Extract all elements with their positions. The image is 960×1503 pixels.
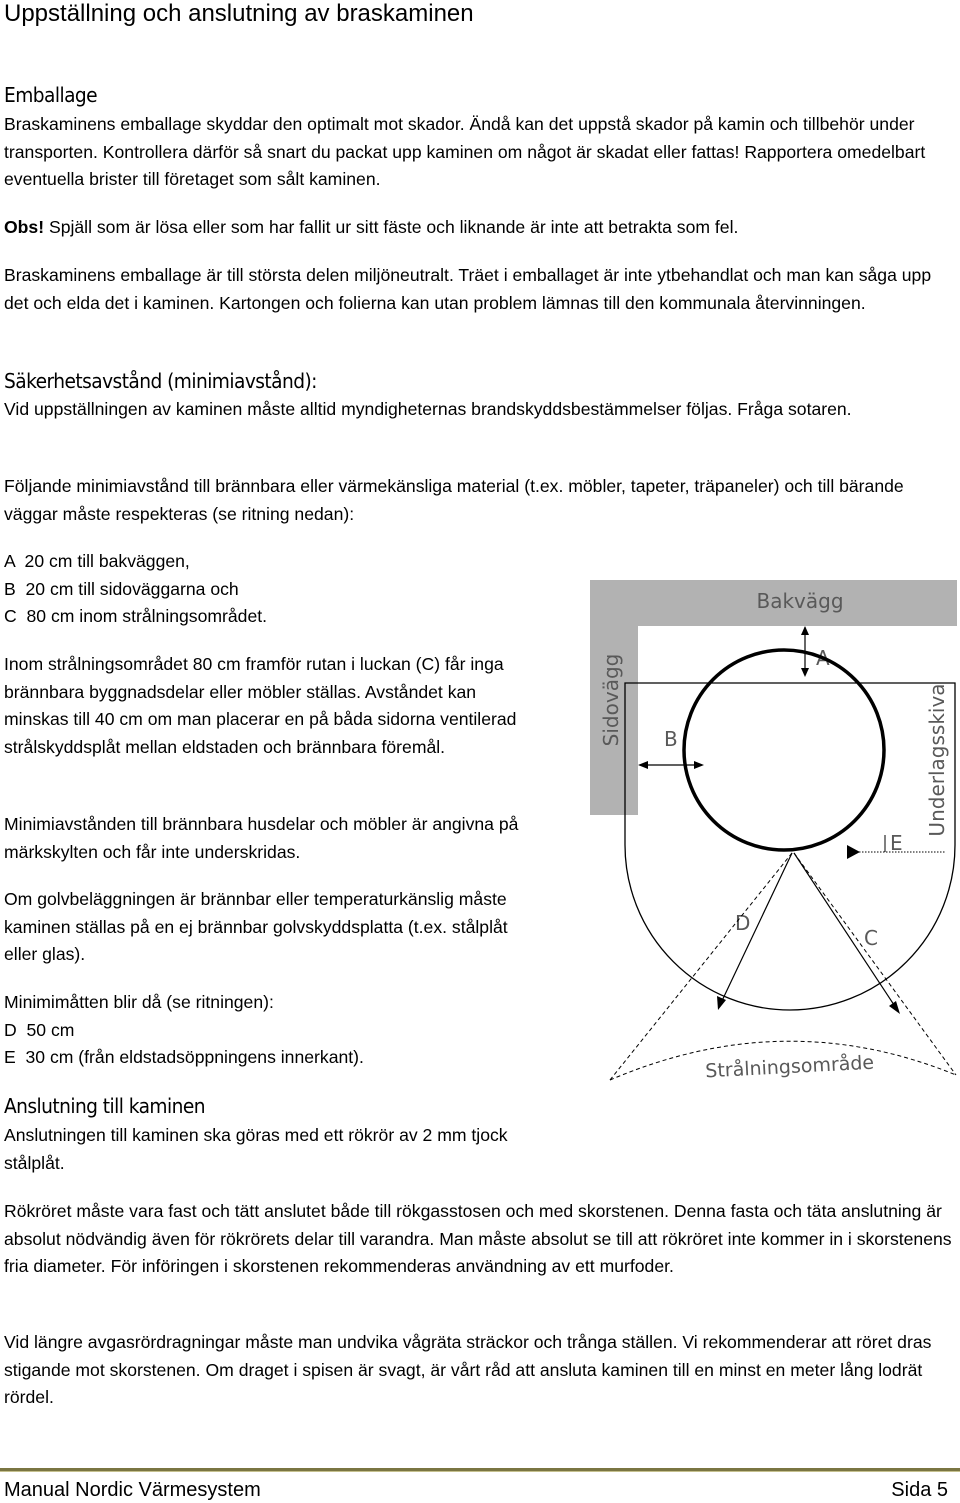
paragraph-sakerhet-4: Minimiavstånden till brännbara husdelar och möbler är angivna på märkskylten och får inte underskridas. (4, 814, 519, 862)
paragraph-anslutning-2: Rökröret måste vara fast och tätt anslutet både till rökgasstosen och med skorstenen. Denna fasta och täta anslutning är absolut nödvändig även för rökrörets delar till varandra. Man måste absolut se till att rökröret inte kommer in i skorstenens fria diameter. För införingen i skorstenen rekommenderas användning av ett murfoder. (4, 1201, 952, 1276)
obs-label: Obs! (4, 217, 45, 237)
floor-plate-label: Underlagsskiva (925, 683, 949, 837)
label-a: A (816, 646, 830, 670)
radiation-zone-label: Strålningsområde (704, 1051, 875, 1083)
arrow-a-head-top (801, 626, 809, 635)
minimum-intro: Minimimåtten blir då (se ritningen): (4, 992, 274, 1012)
back-wall-label: Bakvägg (756, 589, 844, 613)
label-e: E (890, 831, 903, 855)
arrow-c-head (889, 1001, 900, 1014)
side-wall-label: Sidovägg (599, 653, 623, 747)
paragraph-emballage-3: Braskaminens emballage är till största delen miljöneutralt. Träet i emballaget är inte ytbehandlat och man kan såga upp det och elda det i kaminen. Kartongen och folierna kan utan problem lämnas till den kommunala återvinningen. (4, 265, 932, 313)
arrow-d (720, 853, 792, 1005)
paragraph-sakerhet-1: Vid uppställningen av kaminen måste alltid myndigheternas brandskyddsbestämmelser följas. Fråga sotaren. (4, 399, 852, 419)
radiation-edge-left (610, 853, 792, 1080)
footer-rule (0, 1468, 960, 1472)
label-b: B (664, 727, 678, 751)
section-heading-anslutning: Anslutning till kaminen (4, 1094, 205, 1118)
paragraph-sakerhet-5: Om golvbeläggningen är brännbar eller temperaturkänslig måste kaminen ställas på en ej brännbar golvskyddsplatta (t.ex. stålplåt eller glas). (4, 889, 508, 964)
stove-circle (684, 650, 884, 850)
obs-text: Spjäll som är lösa eller som har fallit ur sitt fäste och liknande är inte att betrakta som fel. (44, 217, 739, 237)
arrow-d-head (717, 996, 726, 1010)
label-d: D (735, 911, 751, 935)
label-c: C (864, 926, 878, 950)
e-marker (847, 845, 860, 859)
arrow-b-head-right (694, 761, 704, 769)
minimum-item-d: D 50 cm (4, 1019, 75, 1040)
paragraph-anslutning-3: Vid längre avgasrördragningar måste man undvika vågräta sträckor och trånga ställen. Vi rekommenderar att röret dras stigande mot skorstenen. Om draget i spisen är svagt, är vårt råd att ansluta kaminen till en minst en meter lång lodrät rördel. (4, 1332, 932, 1407)
distance-list (4, 548, 267, 631)
paragraph-sakerhet-2: Följande minimiavstånd till brännbara eller värmekänsliga material (t.ex. möbler, tapeter, träpaneler) och till bärande väggar måste respekteras (se ritning nedan): (4, 476, 904, 524)
arrow-a-head-bottom (801, 668, 809, 677)
minimum-item-e: E 30 cm (från eldstadsöppningens innerkant). (4, 1047, 364, 1067)
footer-page-number: Sida 5 (891, 1479, 948, 1501)
paragraph-sakerhet-3: Inom strålningsområdet 80 cm framför rutan i luckan (C) får inga brännbara byggnadsdelar eller möbler ställas. Avståndet kan minskas till 40 cm om man placerar en på båda sidorna ventilerad strålskyddsplåt mellan eldstaden och brännbara föremål. (4, 654, 517, 757)
distance-item-c: C 80 cm inom strålningsområdet. (4, 606, 268, 626)
distance-item-a: A 20 cm till bakväggen, (4, 551, 190, 571)
distance-item-b: B 20 cm till sidoväggarna och (4, 578, 239, 599)
paragraph-anslutning-1: Anslutningen till kaminen ska göras med ett rökrör av 2 mm tjock stålplåt. (4, 1125, 508, 1173)
paragraph-emballage-1: Braskaminens emballage skyddar den optimalt mot skador. Ändå kan det uppstå skador på kamin och tillbehör under transporten. Kontrollera därför så snart du packat upp kaminen om något är skadat eller fattas! Rapportera omedelbart eventuella brister till företaget som sålt kaminen. (4, 114, 926, 189)
page-title: Uppställning och anslutning av braskaminen (4, 0, 474, 27)
footer-manual-name: Manual Nordic Värmesystem (4, 1479, 261, 1501)
section-heading-emballage: Emballage (4, 83, 98, 107)
minimum-list (4, 989, 364, 1072)
arrow-b-head-left (638, 761, 648, 769)
paragraph-obs (4, 214, 954, 242)
section-heading-sakerhet: Säkerhetsavstånd (minimiavstånd): (4, 369, 317, 393)
clearance-diagram (580, 575, 960, 1095)
arrow-c (794, 853, 898, 1011)
